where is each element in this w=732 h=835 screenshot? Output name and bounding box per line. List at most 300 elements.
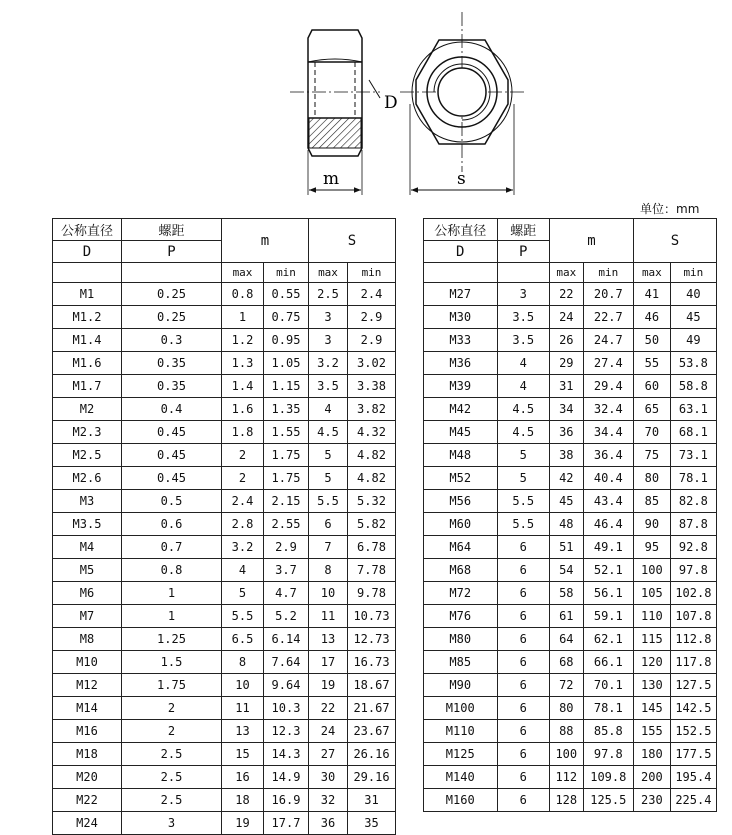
- cell-m-max: 15: [222, 743, 264, 766]
- cell-s-max: 22: [309, 697, 348, 720]
- cell-m-max: 0.8: [222, 283, 264, 306]
- cell-m-max: 34: [550, 398, 584, 421]
- cell-pitch: 2: [122, 720, 222, 743]
- cell-m-max: 68: [550, 651, 584, 674]
- cell-m-max: 6.5: [222, 628, 264, 651]
- cell-m-min: 109.8: [583, 766, 633, 789]
- cell-m-max: 80: [550, 697, 584, 720]
- cell-m-min: 14.9: [264, 766, 309, 789]
- cell-pitch: 6: [497, 743, 550, 766]
- table-row: [53, 605, 396, 628]
- cell-m-min: 20.7: [583, 283, 633, 306]
- cell-s-min: 3.38: [348, 375, 396, 398]
- cell-s-min: 12.73: [348, 628, 396, 651]
- cell-size: M1.2: [53, 306, 122, 329]
- header-m: m: [222, 219, 309, 263]
- cell-s-max: 120: [634, 651, 671, 674]
- table-row: [53, 352, 396, 375]
- cell-s-max: 200: [634, 766, 671, 789]
- cell-s-min: 40: [670, 283, 716, 306]
- cell-size: M12: [53, 674, 122, 697]
- cell-m-min: 52.1: [583, 559, 633, 582]
- header-m-max: max: [550, 263, 584, 283]
- cell-size: M24: [53, 812, 122, 835]
- cell-m-min: 1.05: [264, 352, 309, 375]
- cell-size: M3.5: [53, 513, 122, 536]
- cell-s-min: 177.5: [670, 743, 716, 766]
- table-row: [424, 559, 717, 582]
- cell-s-max: 50: [634, 329, 671, 352]
- cell-size: M22: [53, 789, 122, 812]
- cell-size: M42: [424, 398, 498, 421]
- cell-pitch: 6: [497, 720, 550, 743]
- table-row: [424, 283, 717, 306]
- cell-m-min: 49.1: [583, 536, 633, 559]
- table-row: [53, 789, 396, 812]
- cell-s-max: 130: [634, 674, 671, 697]
- table-row: [424, 398, 717, 421]
- cell-pitch: 4: [497, 375, 550, 398]
- cell-m-min: 16.9: [264, 789, 309, 812]
- label-s: s: [457, 169, 466, 189]
- cell-m-max: 11: [222, 697, 264, 720]
- cell-s-min: 58.8: [670, 375, 716, 398]
- unit-label: 单位：mm: [640, 202, 700, 216]
- cell-s-min: 26.16: [348, 743, 396, 766]
- cell-pitch: 0.8: [122, 559, 222, 582]
- header-p-symbol: P: [497, 241, 550, 263]
- cell-size: M80: [424, 628, 498, 651]
- cell-m-min: 2.9: [264, 536, 309, 559]
- cell-s-min: 225.4: [670, 789, 716, 812]
- cell-size: M1.6: [53, 352, 122, 375]
- cell-pitch: 2.5: [122, 766, 222, 789]
- cell-size: M90: [424, 674, 498, 697]
- cell-m-min: 9.64: [264, 674, 309, 697]
- table-row: [424, 789, 717, 812]
- cell-s-min: 78.1: [670, 467, 716, 490]
- cell-size: M64: [424, 536, 498, 559]
- cell-size: M85: [424, 651, 498, 674]
- table-row: [53, 766, 396, 789]
- cell-m-min: 78.1: [583, 697, 633, 720]
- spec-table-left: [52, 218, 396, 835]
- cell-size: M1: [53, 283, 122, 306]
- cell-s-max: 3: [309, 329, 348, 352]
- table-row: [424, 697, 717, 720]
- cell-s-max: 3.2: [309, 352, 348, 375]
- cell-s-min: 49: [670, 329, 716, 352]
- cell-m-max: 48: [550, 513, 584, 536]
- header-m-max: max: [222, 263, 264, 283]
- table-row: [53, 743, 396, 766]
- cell-s-max: 11: [309, 605, 348, 628]
- cell-m-max: 128: [550, 789, 584, 812]
- cell-m-max: 58: [550, 582, 584, 605]
- nut-front-view: [400, 12, 525, 195]
- cell-size: M33: [424, 329, 498, 352]
- cell-pitch: 6: [497, 628, 550, 651]
- cell-m-max: 51: [550, 536, 584, 559]
- header-s-max: max: [309, 263, 348, 283]
- table-row: [53, 467, 396, 490]
- header-s-min: min: [670, 263, 716, 283]
- hex-nut-drawing: [0, 0, 732, 215]
- cell-s-min: 73.1: [670, 444, 716, 467]
- cell-size: M36: [424, 352, 498, 375]
- cell-m-min: 1.35: [264, 398, 309, 421]
- cell-pitch: 0.3: [122, 329, 222, 352]
- spec-table-right: [423, 218, 717, 812]
- cell-pitch: 5: [497, 444, 550, 467]
- cell-pitch: 5.5: [497, 490, 550, 513]
- cell-s-min: 29.16: [348, 766, 396, 789]
- cell-m-min: 24.7: [583, 329, 633, 352]
- cell-pitch: 1.25: [122, 628, 222, 651]
- cell-s-max: 65: [634, 398, 671, 421]
- cell-pitch: 0.4: [122, 398, 222, 421]
- cell-pitch: 6: [497, 582, 550, 605]
- header-pitch: 螺距: [497, 219, 550, 241]
- cell-s-min: 31: [348, 789, 396, 812]
- cell-s-min: 4.82: [348, 467, 396, 490]
- cell-pitch: 4.5: [497, 398, 550, 421]
- table-row: [53, 398, 396, 421]
- cell-s-max: 5.5: [309, 490, 348, 513]
- cell-m-min: 62.1: [583, 628, 633, 651]
- label-m: m: [323, 169, 340, 189]
- cell-m-max: 36: [550, 421, 584, 444]
- cell-m-max: 1: [222, 306, 264, 329]
- cell-pitch: 6: [497, 536, 550, 559]
- table-row: [424, 628, 717, 651]
- cell-s-max: 7: [309, 536, 348, 559]
- cell-m-max: 45: [550, 490, 584, 513]
- cell-m-max: 88: [550, 720, 584, 743]
- table-row: [53, 536, 396, 559]
- cell-size: M76: [424, 605, 498, 628]
- cell-s-max: 115: [634, 628, 671, 651]
- table-row: [424, 651, 717, 674]
- cell-m-min: 17.7: [264, 812, 309, 835]
- cell-s-min: 63.1: [670, 398, 716, 421]
- cell-s-max: 13: [309, 628, 348, 651]
- cell-size: M18: [53, 743, 122, 766]
- cell-m-min: 6.14: [264, 628, 309, 651]
- cell-pitch: 0.45: [122, 467, 222, 490]
- cell-s-min: 142.5: [670, 697, 716, 720]
- cell-pitch: 3.5: [497, 306, 550, 329]
- cell-s-min: 68.1: [670, 421, 716, 444]
- cell-m-max: 8: [222, 651, 264, 674]
- cell-m-min: 10.3: [264, 697, 309, 720]
- header-nominal-diameter: 公称直径: [424, 219, 498, 241]
- cell-s-max: 60: [634, 375, 671, 398]
- cell-s-max: 10: [309, 582, 348, 605]
- cell-s-min: 5.82: [348, 513, 396, 536]
- table-row: [53, 306, 396, 329]
- cell-pitch: 0.7: [122, 536, 222, 559]
- cell-m-max: 2.8: [222, 513, 264, 536]
- cell-m-min: 7.64: [264, 651, 309, 674]
- cell-s-min: 23.67: [348, 720, 396, 743]
- cell-m-min: 1.75: [264, 444, 309, 467]
- table-row: [424, 536, 717, 559]
- cell-size: M2: [53, 398, 122, 421]
- table-row: [424, 490, 717, 513]
- cell-s-min: 18.67: [348, 674, 396, 697]
- cell-m-max: 19: [222, 812, 264, 835]
- cell-s-max: 105: [634, 582, 671, 605]
- cell-pitch: 0.25: [122, 306, 222, 329]
- cell-s-min: 53.8: [670, 352, 716, 375]
- header-m-min: min: [264, 263, 309, 283]
- cell-s-min: 102.8: [670, 582, 716, 605]
- cell-size: M30: [424, 306, 498, 329]
- cell-s-min: 97.8: [670, 559, 716, 582]
- cell-pitch: 6: [497, 766, 550, 789]
- cell-pitch: 5.5: [497, 513, 550, 536]
- cell-s-min: 195.4: [670, 766, 716, 789]
- cell-s-max: 3.5: [309, 375, 348, 398]
- cell-m-max: 2.4: [222, 490, 264, 513]
- cell-s-min: 112.8: [670, 628, 716, 651]
- cell-size: M2.3: [53, 421, 122, 444]
- cell-size: M16: [53, 720, 122, 743]
- cell-s-max: 8: [309, 559, 348, 582]
- cell-s-max: 4.5: [309, 421, 348, 444]
- cell-m-min: 1.75: [264, 467, 309, 490]
- cell-s-max: 24: [309, 720, 348, 743]
- table-row: [424, 352, 717, 375]
- cell-s-min: 6.78: [348, 536, 396, 559]
- cell-s-max: 36: [309, 812, 348, 835]
- cell-s-max: 145: [634, 697, 671, 720]
- cell-size: M5: [53, 559, 122, 582]
- header-nominal-diameter: 公称直径: [53, 219, 122, 241]
- cell-size: M2.6: [53, 467, 122, 490]
- cell-m-max: 61: [550, 605, 584, 628]
- cell-s-min: 9.78: [348, 582, 396, 605]
- cell-m-min: 1.55: [264, 421, 309, 444]
- cell-m-min: 2.55: [264, 513, 309, 536]
- cell-size: M2.5: [53, 444, 122, 467]
- cell-pitch: 0.45: [122, 444, 222, 467]
- cell-m-max: 2: [222, 444, 264, 467]
- cell-m-min: 2.15: [264, 490, 309, 513]
- cell-pitch: 0.35: [122, 375, 222, 398]
- cell-s-max: 30: [309, 766, 348, 789]
- cell-pitch: 0.25: [122, 283, 222, 306]
- table-row: [424, 743, 717, 766]
- cell-pitch: 2.5: [122, 789, 222, 812]
- cell-size: M6: [53, 582, 122, 605]
- cell-m-max: 72: [550, 674, 584, 697]
- cell-size: M140: [424, 766, 498, 789]
- cell-m-min: 32.4: [583, 398, 633, 421]
- cell-m-min: 85.8: [583, 720, 633, 743]
- header-d-symbol: D: [424, 241, 498, 263]
- cell-size: M110: [424, 720, 498, 743]
- cell-m-max: 31: [550, 375, 584, 398]
- cell-size: M10: [53, 651, 122, 674]
- cell-m-min: 27.4: [583, 352, 633, 375]
- table-row: [53, 720, 396, 743]
- cell-size: M1.7: [53, 375, 122, 398]
- cell-size: M3: [53, 490, 122, 513]
- cell-m-min: 43.4: [583, 490, 633, 513]
- cell-size: M60: [424, 513, 498, 536]
- cell-m-min: 5.2: [264, 605, 309, 628]
- table-row: [53, 329, 396, 352]
- cell-m-min: 40.4: [583, 467, 633, 490]
- cell-pitch: 1: [122, 605, 222, 628]
- cell-m-max: 5: [222, 582, 264, 605]
- cell-pitch: 1.75: [122, 674, 222, 697]
- cell-pitch: 4.5: [497, 421, 550, 444]
- header-m: m: [550, 219, 634, 263]
- table-row: [53, 444, 396, 467]
- cell-s-max: 70: [634, 421, 671, 444]
- cell-s-max: 2.5: [309, 283, 348, 306]
- cell-s-min: 16.73: [348, 651, 396, 674]
- cell-m-min: 22.7: [583, 306, 633, 329]
- cell-s-max: 80: [634, 467, 671, 490]
- cell-s-max: 41: [634, 283, 671, 306]
- cell-s-max: 5: [309, 467, 348, 490]
- header-s-max: max: [634, 263, 671, 283]
- table-row: [53, 674, 396, 697]
- cell-m-max: 64: [550, 628, 584, 651]
- cell-m-max: 100: [550, 743, 584, 766]
- cell-size: M56: [424, 490, 498, 513]
- header-s: S: [634, 219, 717, 263]
- cell-size: M4: [53, 536, 122, 559]
- cell-pitch: 5: [497, 467, 550, 490]
- cell-m-min: 70.1: [583, 674, 633, 697]
- cell-s-min: 3.82: [348, 398, 396, 421]
- cell-size: M45: [424, 421, 498, 444]
- cell-m-min: 36.4: [583, 444, 633, 467]
- cell-pitch: 6: [497, 559, 550, 582]
- cell-s-min: 92.8: [670, 536, 716, 559]
- cell-s-min: 87.8: [670, 513, 716, 536]
- table-row: [53, 651, 396, 674]
- cell-m-max: 24: [550, 306, 584, 329]
- cell-s-max: 32: [309, 789, 348, 812]
- table-row: [53, 421, 396, 444]
- cell-m-max: 16: [222, 766, 264, 789]
- table-row: [53, 628, 396, 651]
- cell-s-min: 127.5: [670, 674, 716, 697]
- table-row: [424, 329, 717, 352]
- cell-m-max: 29: [550, 352, 584, 375]
- cell-size: M1.4: [53, 329, 122, 352]
- table-row: [424, 306, 717, 329]
- table-row: [424, 582, 717, 605]
- cell-s-min: 2.4: [348, 283, 396, 306]
- cell-m-min: 66.1: [583, 651, 633, 674]
- cell-pitch: 0.35: [122, 352, 222, 375]
- cell-pitch: 3: [122, 812, 222, 835]
- cell-m-min: 0.95: [264, 329, 309, 352]
- cell-m-min: 29.4: [583, 375, 633, 398]
- table-row: [53, 283, 396, 306]
- cell-s-max: 3: [309, 306, 348, 329]
- header-s: S: [309, 219, 396, 263]
- cell-s-min: 35: [348, 812, 396, 835]
- cell-m-min: 1.15: [264, 375, 309, 398]
- cell-s-min: 82.8: [670, 490, 716, 513]
- cell-m-max: 1.6: [222, 398, 264, 421]
- cell-pitch: 0.5: [122, 490, 222, 513]
- cell-pitch: 1: [122, 582, 222, 605]
- table-row: [53, 375, 396, 398]
- table-row: [53, 513, 396, 536]
- cell-m-max: 10: [222, 674, 264, 697]
- table-row: [53, 559, 396, 582]
- cell-s-max: 27: [309, 743, 348, 766]
- cell-m-max: 5.5: [222, 605, 264, 628]
- header-p-symbol: P: [122, 241, 222, 263]
- cell-s-max: 90: [634, 513, 671, 536]
- cell-size: M14: [53, 697, 122, 720]
- cell-pitch: 4: [497, 352, 550, 375]
- cell-m-max: 1.2: [222, 329, 264, 352]
- label-d: D: [384, 93, 398, 113]
- cell-s-max: 110: [634, 605, 671, 628]
- header-pitch: 螺距: [122, 219, 222, 241]
- cell-m-max: 1.8: [222, 421, 264, 444]
- table-row: [53, 697, 396, 720]
- table-row: [53, 582, 396, 605]
- cell-m-min: 3.7: [264, 559, 309, 582]
- header-s-min: min: [348, 263, 396, 283]
- cell-m-max: 42: [550, 467, 584, 490]
- cell-m-min: 12.3: [264, 720, 309, 743]
- table-row: [424, 720, 717, 743]
- cell-s-min: 5.32: [348, 490, 396, 513]
- cell-s-min: 2.9: [348, 329, 396, 352]
- cell-size: M52: [424, 467, 498, 490]
- table-row: [424, 674, 717, 697]
- cell-m-max: 1.3: [222, 352, 264, 375]
- table-row: [424, 375, 717, 398]
- cell-m-max: 13: [222, 720, 264, 743]
- cell-m-max: 38: [550, 444, 584, 467]
- cell-m-max: 22: [550, 283, 584, 306]
- cell-s-min: 4.32: [348, 421, 396, 444]
- header-d-symbol: D: [53, 241, 122, 263]
- cell-s-max: 100: [634, 559, 671, 582]
- cell-m-max: 26: [550, 329, 584, 352]
- cell-s-max: 19: [309, 674, 348, 697]
- cell-pitch: 2.5: [122, 743, 222, 766]
- cell-s-min: 3.02: [348, 352, 396, 375]
- cell-s-max: 85: [634, 490, 671, 513]
- cell-m-min: 46.4: [583, 513, 633, 536]
- cell-pitch: 6: [497, 674, 550, 697]
- cell-size: M68: [424, 559, 498, 582]
- cell-s-max: 230: [634, 789, 671, 812]
- cell-s-min: 45: [670, 306, 716, 329]
- cell-m-max: 2: [222, 467, 264, 490]
- cell-m-max: 112: [550, 766, 584, 789]
- cell-size: M39: [424, 375, 498, 398]
- table-row: [53, 490, 396, 513]
- cell-s-min: 4.82: [348, 444, 396, 467]
- cell-s-max: 155: [634, 720, 671, 743]
